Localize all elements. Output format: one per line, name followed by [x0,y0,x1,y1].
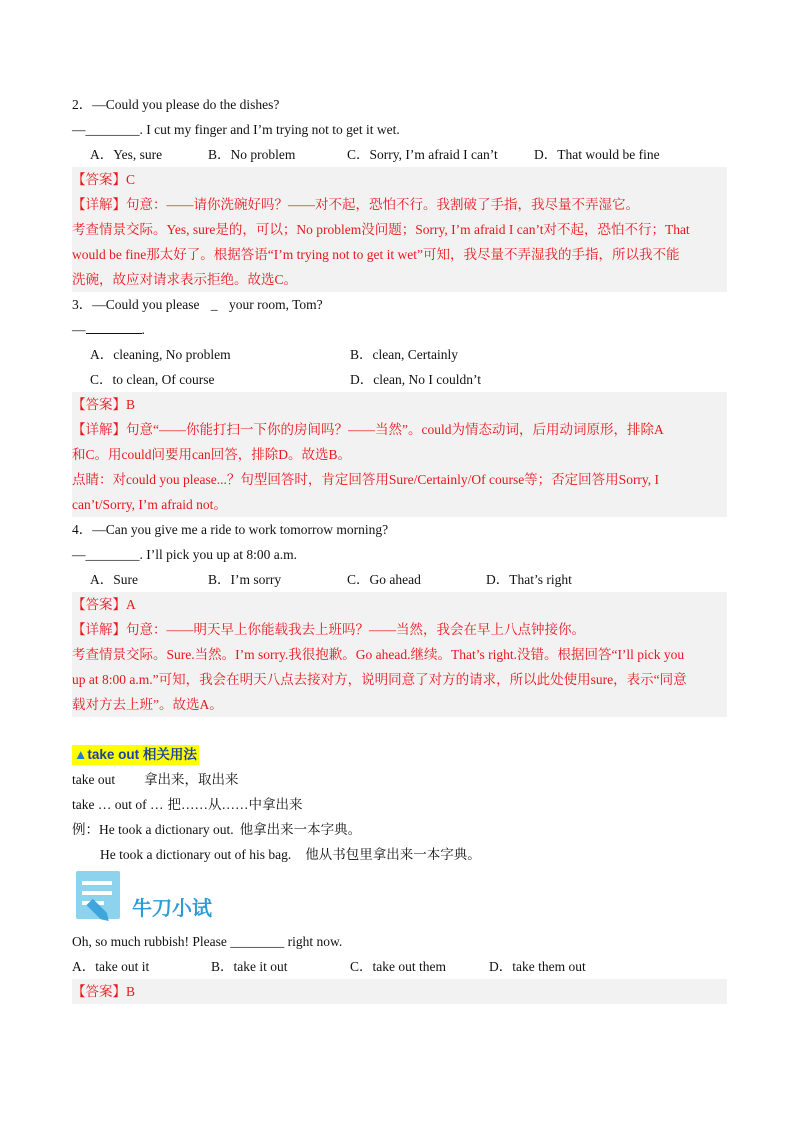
q3-options-row2 [72,367,727,392]
q3-detail-3: 点睛：对could you please...？句型回答时，肯定回答用Sure/Certainly/Of course等；否定回答用Sorry, I [72,472,660,487]
q3-option-d: D．clean, No I couldn’t [350,372,481,387]
example-label: 例： [72,822,99,837]
practice-answer-block [72,979,727,1004]
practice-stem: Oh, so much rubbish! Please ________ right now. [72,934,343,949]
q2-detail-1: 【详解】句意：——请你洗碗好吗？——对不起，恐怕不行。我割破了手指，我尽量不弄湿它。 [72,197,639,212]
q4-detail-1: 【详解】句意：——明天早上你能载我去上班吗？——当然，我会在早上八点钟接你。 [72,622,585,637]
practice-option-a: A．take out it [72,959,150,974]
usage-term: take … out of … [72,797,164,812]
q3-option-c: C．to clean, Of course [90,372,215,387]
q4-answer-block [72,592,727,717]
q3-stem-blank: _ [210,297,218,312]
q3-options-row1 [72,342,727,367]
q4-reply: —________. I’ll pick you up at 8:00 a.m. [72,547,297,562]
usage-line-1 [72,767,727,792]
q2-reply: —________. I cut my finger and I’m trying not to get it wet. [72,122,400,137]
notepad-pencil-icon [72,869,126,927]
practice-option-b: B．take it out [211,959,288,974]
q2-answer: 【答案】C [72,172,136,187]
q2-stem: 2．—Could you please do the dishes? [72,97,280,112]
q2-detail-4: 洗碗，故应对请求表示拒绝。故选C。 [72,272,298,287]
section-spacer [72,717,727,742]
usage-meaning: 把……从……中拿出来 [167,797,303,812]
q3-answer: 【答案】B [72,397,136,412]
q3-option-b: B．clean, Certainly [350,347,458,362]
q3-reply-suffix: . [141,322,145,337]
q3-reply [72,317,727,342]
document-page [72,92,727,1004]
q4-option-b: B．I’m sorry [208,572,282,587]
example-en: He took a dictionary out of his bag. [100,847,292,862]
practice-answer: 【答案】B [72,984,136,999]
q2-option-b: B．No problem [208,147,296,162]
q4-answer: 【答案】A [72,597,136,612]
triangle-icon: ▲ [74,747,88,762]
q3-stem-a: 3．—Could you please [72,297,200,312]
usage-example-1 [72,817,727,842]
q2-option-c: C．Sorry, I’m afraid I can’t [347,147,498,162]
q3-answer-block [72,392,727,517]
usage-meaning: 拿出来，取出来 [144,772,239,787]
q4-detail-3: up at 8:00 a.m.”可知，我会在明天八点去接对方，说明同意了对方的请求，所以此处使用sure，表示“同意 [72,672,687,687]
q4-option-a: A．Sure [90,572,138,587]
usage-heading-text: take out 相关用法 [87,747,197,762]
usage-heading-row [72,742,727,767]
usage-line-2 [72,792,727,817]
q2-option-a: A．Yes, sure [90,147,163,162]
q3-stem-b: your room, Tom? [229,297,323,312]
q4-option-d: D．That’s right [486,572,572,587]
q3-detail-4: can’t/Sorry, I’m afraid not。 [72,497,227,512]
practice-header [72,867,727,927]
usage-heading [72,745,199,765]
q2-option-d: D．That would be fine [534,147,660,162]
practice-option-c: C．take out them [350,959,446,974]
q3-option-a: A．cleaning, No problem [90,347,231,362]
example-zh: 他从书包里拿出来一本字典。 [305,847,481,862]
q4-detail-4: 载对方去上班”。故选A。 [72,697,223,712]
example-zh: 他拿出来一本字典。 [239,822,362,837]
q4-options [72,567,727,592]
q3-detail-1: 【详解】句意“——你能打扫一下你的房间吗？——当然”。could为情态动词，后用动词原形，排除A [72,422,664,437]
q2-options [72,142,727,167]
q2-detail-2: 考查情景交际。Yes, sure是的，可以；No problem没问题；Sorry, I’m afraid I can’t对不起，恐怕不行；That [72,222,690,237]
practice-title: 牛刀小试 [132,896,212,920]
q4-detail-2: 考查情景交际。Sure.当然。I’m sorry.我很抱歉。Go ahead.继续。That’s right.没错。根据回答“I’ll pick you [72,647,685,662]
example-en: He took a dictionary out. [99,822,234,837]
usage-term: take out [72,772,116,787]
q4-stem: 4．—Can you give me a ride to work tomorrow morning? [72,522,389,537]
practice-option-d: D．take them out [489,959,586,974]
q4-option-c: C．Go ahead [347,572,421,587]
q2-detail-3: would be fine那太好了。根据答语“I’m trying not to get it wet”可知，我尽量不弄湿我的手指，所以我不能 [72,247,680,262]
q3-reply-prefix: — [72,322,86,337]
q2-answer-block [72,167,727,292]
q3-answer-blank [86,319,142,334]
practice-options [72,954,727,979]
q3-detail-2: 和C。用could问要用can回答，排除D。故选B。 [72,447,351,462]
q3-stem [72,292,727,317]
usage-example-2 [72,842,727,867]
